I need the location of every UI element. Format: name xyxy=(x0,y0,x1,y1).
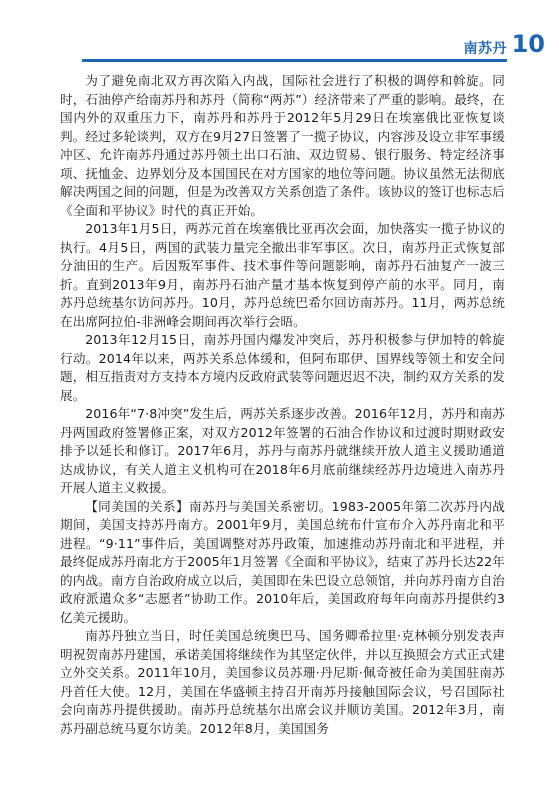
paragraph-2013-summit: 2013年1月5日，两苏元首在埃塞俄比亚再次会面，加快落实一揽子协议的执行。4月5日，两国的武装力量完全撤出非军事区。次日，南苏丹正式恢复部分油田的生产。后因叛军事件、技术事件等问题影响，南苏丹石油复产一波三折。直到2013年9月，南苏丹石油产量才基本恢复到停产前的水平。同月，南苏丹总统基尔访问苏丹。10月，苏丹总统巴希尔回访南苏丹。11月，两苏总统在出席阿拉伯-非洲峰会期间再次举行会晤。 xyxy=(60,221,505,329)
paragraph-us-relations: 【同美国的关系】南苏丹与美国关系密切。1983-2005年第二次苏丹内战期间，美国支持苏丹南方。2001年9月，美国总统布什宣布介入苏丹南北和平进程。“9·11”事件后，美国调整对苏丹政策，加速推动苏丹南北和平进程，并最终促成苏丹南北方于2005年1月签署《全面和平协议》，结束了苏丹长达22年的内战。南方自治政府成立以后，美国即在朱巴设立总领馆，并向苏丹南方自治政府派遣众多“志愿者”协助工作。2010年后，美国政府每年向南苏丹提供约3亿美元援助。 xyxy=(60,498,505,625)
page-number: 10 xyxy=(511,30,545,58)
section-title: 南苏丹 xyxy=(463,41,507,57)
header-divider xyxy=(82,59,507,62)
paragraph-independence: 南苏丹独立当日，时任美国总统奥巴马、国务卿希拉里·克林顿分别发表声明祝贺南苏丹建国，承诺美国将继续作为其坚定伙伴，并以互换照会方式正式建立外交关系。2011年10月，美国参议员苏珊·丹尼斯·佩奇被任命为美国驻南苏丹首任大使。12月，美国在华盛顿主持召开南苏丹接触国际会议，号召国际社会向南苏丹提供援助。南苏丹总统基尔出席会议并顺访美国。2012年3月，南苏丹副总统马夏尔访美。2012年8月，美国国务 xyxy=(60,628,505,736)
page-header xyxy=(0,0,559,70)
paragraph-2013-conflict: 2013年12月15日，南苏丹国内爆发冲突后，苏丹积极参与伊加特的斡旋行动。2014年以来，两苏关系总体缓和，但阿布耶伊、国界线等领土和安全问题，相互指责对方支持本方境内反政府武装等问题迟迟不决，制约双方关系的发展。 xyxy=(60,332,505,403)
paragraph-peace-talks: 为了避免南北双方再次陷入内战，国际社会进行了积极的调停和斡旋。同时，石油停产给南苏丹和苏丹（简称“两苏”）经济带来了严重的影响。最终，在国内外的双重压力下，南苏丹和苏丹于2012年5月29日在埃塞俄比亚恢复谈判。经过多轮谈判，双方在9月27日签署了一揽子协议，内容涉及设立非军事缓冲区、允许南苏丹通过苏丹领土出口石油、双边贸易、银行服务、特定经济事项、抚恤金、边界划分及本国国民在对方国家的地位等问题。协议虽然无法彻底解决两国之间的问题，但是为改善双方关系创造了条件。该协议的签订也标志后《全面和平协议》时代的真正开始。 xyxy=(60,73,505,218)
paragraph-2016-relations: 2016年“7·8冲突”发生后，两苏关系逐步改善。2016年12月，苏丹和南苏丹两国政府签署修正案，对双方2012年签署的石油合作协议和过渡时期财政安排予以延长和修订。2017年6月，苏丹与南苏丹就继续开放人道主义援助通道达成协议，有关人道主义机构可在2018年6月底前继续经苏丹边境进入南苏丹开展人道主义救援。 xyxy=(60,406,505,495)
body-text xyxy=(60,72,505,738)
